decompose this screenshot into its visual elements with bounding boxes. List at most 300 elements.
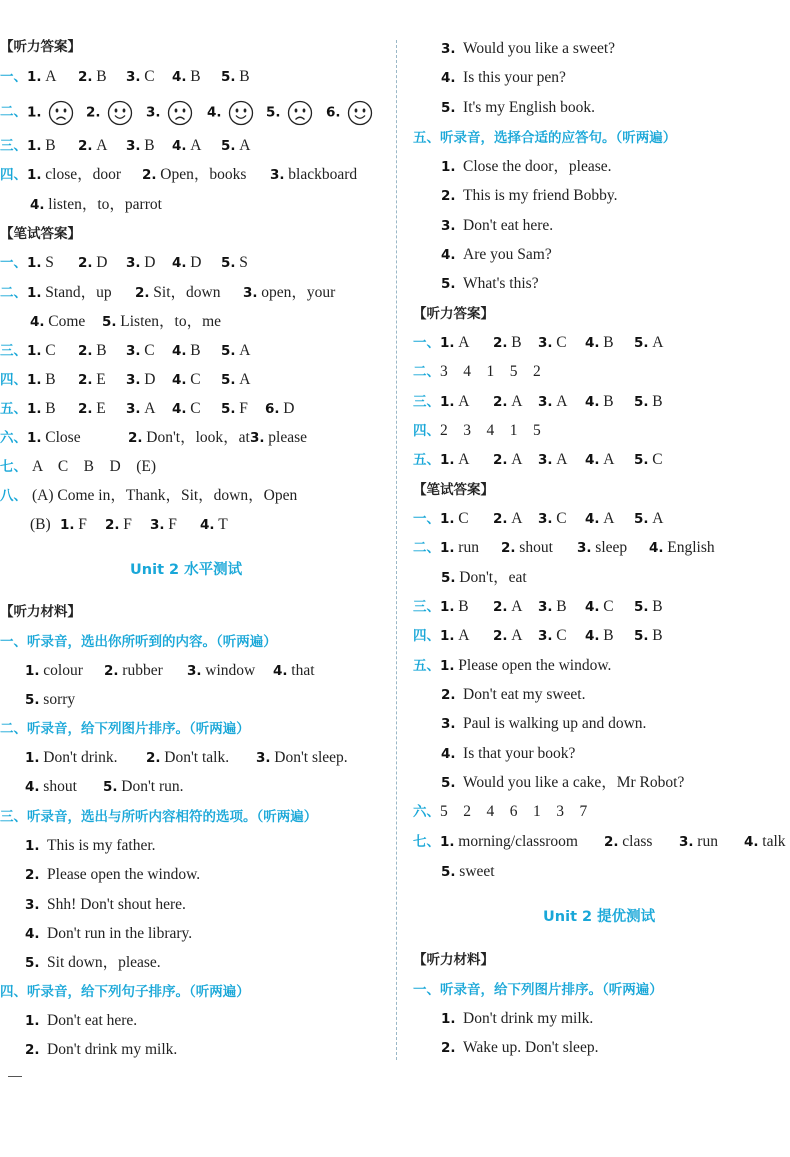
answer-item — [146, 746, 229, 770]
item-number: 2. — [441, 687, 456, 703]
item-value: talk — [762, 833, 786, 850]
item-value: B — [45, 137, 56, 154]
item-number: 3. — [126, 401, 141, 417]
script-line — [441, 683, 586, 707]
answer-item — [649, 536, 715, 560]
item-value: C — [603, 598, 614, 615]
answer-item — [150, 513, 177, 537]
item-number: 1. — [27, 138, 42, 154]
answer-item — [440, 448, 469, 472]
item-value: S — [239, 254, 248, 271]
item-number: 1. — [441, 1011, 456, 1027]
question-instruction: 三、听录音，选出与所听内容相符的选项。（听两遍） — [0, 809, 318, 825]
happy-face-icon — [347, 100, 373, 126]
item-text: Would you like a sweet? — [463, 40, 616, 57]
item-value: B — [239, 68, 250, 85]
item-number: 2. — [104, 663, 119, 679]
item-value: C — [190, 371, 201, 388]
answer-item — [440, 507, 469, 531]
answer-item — [221, 368, 250, 392]
item-text: Please open the window. — [47, 866, 201, 884]
answer-item — [493, 331, 522, 355]
question-number: 三、 — [413, 599, 440, 615]
item-text: Are you Sam? — [463, 245, 552, 263]
item-value: window — [205, 662, 256, 679]
item-value: run — [697, 833, 718, 850]
answer-item — [273, 659, 315, 683]
item-value: B — [652, 393, 663, 410]
answer-item — [128, 426, 250, 450]
item-value: A — [458, 627, 470, 644]
item-number: 5. — [221, 138, 236, 154]
answer-item — [440, 390, 469, 414]
script-line — [25, 893, 186, 917]
item-number: 2. — [493, 628, 508, 644]
answer-item — [266, 100, 313, 126]
answer-item — [585, 390, 614, 414]
item-value: Don't sleep. — [274, 749, 348, 766]
item-value: C — [556, 510, 567, 527]
item-value: A — [511, 510, 523, 527]
answer-item — [440, 654, 611, 678]
answer-item — [126, 134, 155, 158]
item-value: blackboard — [288, 166, 358, 183]
item-number: 1. — [27, 255, 42, 271]
item-value: A — [144, 400, 156, 417]
item-number: 3. — [538, 599, 553, 615]
item-value: Please open the window. — [458, 657, 612, 674]
question-number: 三、 — [0, 343, 27, 359]
item-number: 4. — [585, 452, 600, 468]
item-value: B — [96, 342, 107, 359]
answer-item — [78, 65, 107, 89]
item-number: 4. — [172, 255, 187, 271]
item-number: 3. — [538, 394, 553, 410]
item-value: sorry — [43, 691, 76, 708]
item-value: Don't run. — [121, 778, 184, 795]
answer-item — [493, 595, 522, 619]
answer-item — [27, 163, 121, 187]
answer-item — [493, 624, 522, 648]
question-instruction: 五、听录音，选择合适的应答句。（听两遍） — [413, 130, 677, 146]
question-number: 四、 — [0, 372, 27, 388]
item-value: A — [239, 342, 251, 359]
answer-item — [221, 339, 250, 363]
item-number: 2. — [604, 834, 619, 850]
item-value: C — [458, 510, 469, 527]
item-value: A — [511, 451, 523, 468]
item-number: 2. — [142, 167, 157, 183]
item-number: 2. — [501, 540, 516, 556]
script-line — [441, 214, 553, 238]
question-number: 一、 — [413, 335, 440, 351]
answer-item — [105, 513, 132, 537]
item-text: Sit down，please. — [47, 954, 161, 972]
answer-item — [25, 746, 118, 770]
item-value: B — [603, 334, 614, 351]
answer-item — [25, 659, 83, 683]
answer-item — [207, 100, 254, 126]
answer-item — [78, 134, 107, 158]
item-text: This is my friend Bobby. — [463, 187, 618, 205]
item-number: 4. — [200, 517, 215, 533]
answer-item — [27, 281, 112, 305]
item-number: 3. — [538, 335, 553, 351]
item-number: 1. — [440, 394, 455, 410]
item-number: 5. — [634, 452, 649, 468]
answer-item — [27, 426, 81, 450]
answer-item — [538, 507, 567, 531]
item-value: please — [268, 429, 308, 446]
answer-item — [187, 659, 255, 683]
item-text: Don't drink my milk. — [47, 1041, 178, 1059]
item-number: 3. — [577, 540, 592, 556]
item-text: Would you like a cake，Mr Robot? — [463, 773, 685, 791]
script-line — [441, 712, 646, 736]
answer-item — [60, 513, 87, 537]
item-number: 2. — [78, 255, 93, 271]
answer-text: (A) Come in，Thank，Sit，down，Open — [32, 487, 298, 504]
answer-item — [25, 775, 77, 799]
answer-item — [538, 331, 567, 355]
item-value: A — [511, 598, 523, 615]
question-number: 三、 — [413, 394, 440, 410]
answer-item — [585, 507, 614, 531]
answer-item — [172, 134, 201, 158]
item-number: 4. — [441, 246, 456, 263]
answer-item — [440, 624, 469, 648]
item-value: S — [45, 254, 54, 271]
item-number: 2. — [493, 394, 508, 410]
item-number: 2. — [441, 1040, 456, 1057]
listening-answers-heading: 【听力答案】 — [0, 39, 81, 55]
item-value: Don't，eat — [459, 569, 527, 586]
script-line — [25, 863, 200, 887]
script-line — [441, 184, 617, 208]
answer-item — [243, 281, 335, 305]
item-number: 1. — [440, 540, 455, 556]
item-number: 5. — [441, 99, 456, 116]
item-value: C — [144, 342, 155, 359]
answer-text: A C B D (E) — [32, 458, 157, 475]
answer-item — [103, 775, 184, 799]
item-number: 1. — [27, 430, 42, 446]
script-line — [25, 922, 192, 946]
answer-item — [538, 448, 567, 472]
item-number: 3. — [126, 372, 141, 388]
item-value: sleep — [595, 539, 628, 556]
item-number: 5. — [441, 570, 456, 586]
script-line — [441, 272, 539, 296]
item-value: F — [78, 516, 87, 533]
listening-answers-heading: 【听力答案】 — [413, 306, 494, 322]
answer-item — [30, 310, 85, 334]
item-number: 5. — [102, 314, 117, 330]
question-number: 二、 — [413, 364, 440, 380]
item-number: 3. — [243, 285, 258, 301]
answer-item — [221, 397, 248, 421]
script-line — [25, 951, 161, 975]
sad-face-icon — [48, 100, 74, 126]
answer-item — [78, 368, 106, 392]
item-number: 4. — [207, 104, 222, 121]
item-number: 5. — [221, 401, 236, 417]
item-number: 2. — [78, 138, 93, 154]
answer-item — [585, 448, 614, 472]
item-number: 1. — [440, 452, 455, 468]
item-number: 5. — [221, 69, 236, 85]
item-number: 2. — [78, 69, 93, 85]
item-text: Don't drink my milk. — [463, 1010, 594, 1027]
answer-item — [538, 595, 567, 619]
item-number: 3. — [538, 511, 553, 527]
item-number: 4. — [441, 70, 456, 87]
answer-item — [25, 688, 75, 712]
item-number: 4. — [441, 745, 456, 762]
item-number: 4. — [585, 394, 600, 410]
sad-face-icon — [167, 100, 193, 126]
written-answers-heading: 【笔试答案】 — [0, 226, 81, 242]
unit-title: Unit 2 水平测试 — [130, 562, 243, 578]
answer-item — [104, 659, 163, 683]
item-value: B — [556, 598, 567, 615]
answer-item — [634, 595, 663, 619]
answer-item — [538, 390, 567, 414]
item-value: C — [556, 334, 567, 351]
script-line — [441, 66, 566, 90]
item-number: 1. — [27, 372, 42, 388]
item-text: Don't eat here. — [463, 216, 554, 234]
item-value: B — [45, 371, 56, 388]
item-number: 1. — [60, 517, 75, 533]
sad-face-icon — [287, 100, 313, 126]
item-number: 4. — [172, 69, 187, 85]
item-value: B — [511, 334, 522, 351]
item-number: 1. — [27, 285, 42, 301]
item-number: 1. — [440, 511, 455, 527]
happy-face-icon — [107, 100, 133, 126]
item-value: B — [45, 400, 56, 417]
answer-item — [270, 163, 357, 187]
item-number: 5. — [634, 599, 649, 615]
question-number: 四、 — [413, 628, 440, 644]
item-number: 4. — [172, 401, 187, 417]
item-text: Close the door，please. — [463, 158, 612, 175]
item-text: Don't eat my sweet. — [463, 686, 586, 703]
item-value: shout — [43, 778, 77, 795]
script-line — [441, 155, 612, 179]
answer-item — [172, 339, 201, 363]
item-value: A — [96, 137, 108, 154]
item-value: Don't，look，at — [146, 429, 250, 446]
listening-material-heading: 【听力材料】 — [0, 604, 81, 620]
question-instruction: 一、听录音，选出你所听到的内容。（听两遍） — [0, 634, 277, 650]
item-value: A — [458, 393, 470, 410]
item-value: A — [556, 451, 568, 468]
question-number: 二、 — [0, 285, 27, 301]
item-value: open，your — [261, 284, 336, 301]
item-value: morning/classroom — [458, 833, 578, 850]
answer-item — [221, 251, 248, 275]
item-number: 2. — [86, 104, 101, 121]
question-number: 一、 — [0, 255, 27, 271]
item-number: 3. — [538, 628, 553, 644]
item-number: 1. — [27, 167, 42, 183]
item-number: 1. — [25, 838, 40, 854]
item-value: Come — [48, 313, 86, 330]
script-line — [441, 37, 615, 61]
answer-item — [326, 100, 373, 126]
item-value: D — [283, 400, 295, 417]
item-number: 2. — [493, 335, 508, 351]
item-number: 3. — [441, 217, 456, 234]
question-number: 六、 — [413, 804, 440, 820]
item-number: 1. — [440, 335, 455, 351]
item-value: D — [144, 371, 156, 388]
answer-item — [221, 65, 250, 89]
item-number: 5. — [221, 343, 236, 359]
item-value: colour — [43, 662, 83, 679]
answer-item — [440, 595, 469, 619]
item-number: 3. — [187, 663, 202, 679]
answer-item — [634, 448, 663, 472]
item-value: A — [511, 627, 523, 644]
item-number: 1. — [25, 663, 40, 679]
answer-item — [221, 134, 250, 158]
answer-item — [440, 331, 469, 355]
answer-item — [27, 100, 74, 126]
question-instruction: 一、听录音，给下列图片排序。（听两遍） — [413, 982, 663, 998]
item-number: 3. — [146, 104, 161, 121]
item-number: 3. — [538, 452, 553, 468]
item-value: C — [652, 451, 663, 468]
answer-item — [265, 397, 294, 421]
item-value: B — [458, 598, 469, 615]
answer-item — [493, 390, 522, 414]
answer-item — [172, 251, 201, 275]
answer-item — [126, 339, 155, 363]
item-number: 2. — [441, 188, 456, 205]
item-value: that — [291, 662, 315, 679]
answer-item — [146, 100, 193, 126]
item-number: 1. — [27, 401, 42, 417]
question-number: 三、 — [0, 138, 27, 154]
item-value: rubber — [122, 662, 163, 679]
item-number: 6. — [265, 401, 280, 417]
answer-item — [493, 448, 522, 472]
question-number: 七、 — [0, 459, 27, 475]
answer-text: 5 2 4 6 1 3 7 — [440, 803, 588, 820]
item-text: Wake up. Don't sleep. — [463, 1039, 599, 1057]
answer-item — [634, 624, 663, 648]
item-number: 3. — [25, 896, 40, 913]
answer-item — [172, 397, 201, 421]
item-value: English — [667, 539, 715, 556]
item-value: A — [190, 137, 202, 154]
item-value: Don't drink. — [43, 749, 118, 766]
item-value: T — [218, 516, 228, 533]
item-number: 3. — [126, 138, 141, 154]
item-value: A — [511, 393, 523, 410]
answer-item — [27, 368, 56, 392]
item-number: 4. — [25, 925, 40, 942]
script-line — [441, 1007, 593, 1031]
item-text: Don't run in the library. — [47, 924, 193, 942]
answer-item — [78, 251, 107, 275]
script-line — [441, 243, 552, 267]
item-number: 2. — [493, 452, 508, 468]
item-value: B — [190, 342, 201, 359]
answer-item — [126, 368, 155, 392]
item-number: 5. — [634, 394, 649, 410]
answer-item — [142, 163, 246, 187]
item-value: C — [190, 400, 201, 417]
answer-item — [126, 397, 155, 421]
answer-item — [585, 331, 614, 355]
answer-item — [78, 397, 106, 421]
item-value: E — [96, 371, 106, 388]
item-value: Stand，up — [45, 284, 112, 301]
item-number: 5. — [441, 774, 456, 791]
item-value: B — [144, 137, 155, 154]
answer-item — [585, 624, 614, 648]
item-number: 1. — [440, 599, 455, 615]
answer-item — [200, 513, 228, 537]
answer-item — [172, 65, 201, 89]
item-value: Listen，to，me — [120, 313, 222, 330]
item-number: 3. — [441, 41, 456, 57]
item-value: E — [96, 400, 106, 417]
item-number: 3. — [441, 716, 456, 733]
happy-face-icon — [228, 100, 254, 126]
answer-item — [634, 331, 663, 355]
item-value: F — [168, 516, 177, 533]
item-number: 1. — [25, 750, 40, 766]
item-value: A — [458, 334, 470, 351]
item-number: 4. — [585, 335, 600, 351]
item-number: 4. — [25, 779, 40, 795]
item-number: 3. — [256, 750, 271, 766]
item-number: 4. — [585, 599, 600, 615]
item-number: 2. — [78, 372, 93, 388]
item-value: D — [96, 254, 108, 271]
item-value: F — [239, 400, 248, 417]
question-number: 二、 — [0, 104, 27, 120]
question-number: 五、 — [413, 658, 440, 674]
answer-item — [27, 134, 56, 158]
answer-item — [135, 281, 220, 305]
script-line — [441, 1036, 598, 1060]
question-number: 四、 — [413, 423, 440, 439]
item-number: 5. — [25, 692, 40, 708]
unit-title: Unit 2 提优测试 — [543, 909, 656, 925]
question-instruction: 四、听录音，给下列句子排序。（听两遍） — [0, 984, 250, 1000]
item-number: 2. — [493, 599, 508, 615]
answer-item — [634, 507, 663, 531]
question-number: 八、 — [0, 488, 27, 504]
item-value: B — [190, 68, 201, 85]
item-number: 5. — [441, 276, 456, 293]
item-number: 1. — [27, 69, 42, 85]
question-number: 二、 — [413, 540, 440, 556]
item-value: A — [239, 371, 251, 388]
item-value: B — [603, 393, 614, 410]
item-number: 2. — [146, 750, 161, 766]
item-text: Is that your book? — [463, 744, 576, 762]
answer-item — [30, 193, 162, 217]
item-number: 4. — [744, 834, 759, 850]
item-number: 2. — [128, 430, 143, 446]
